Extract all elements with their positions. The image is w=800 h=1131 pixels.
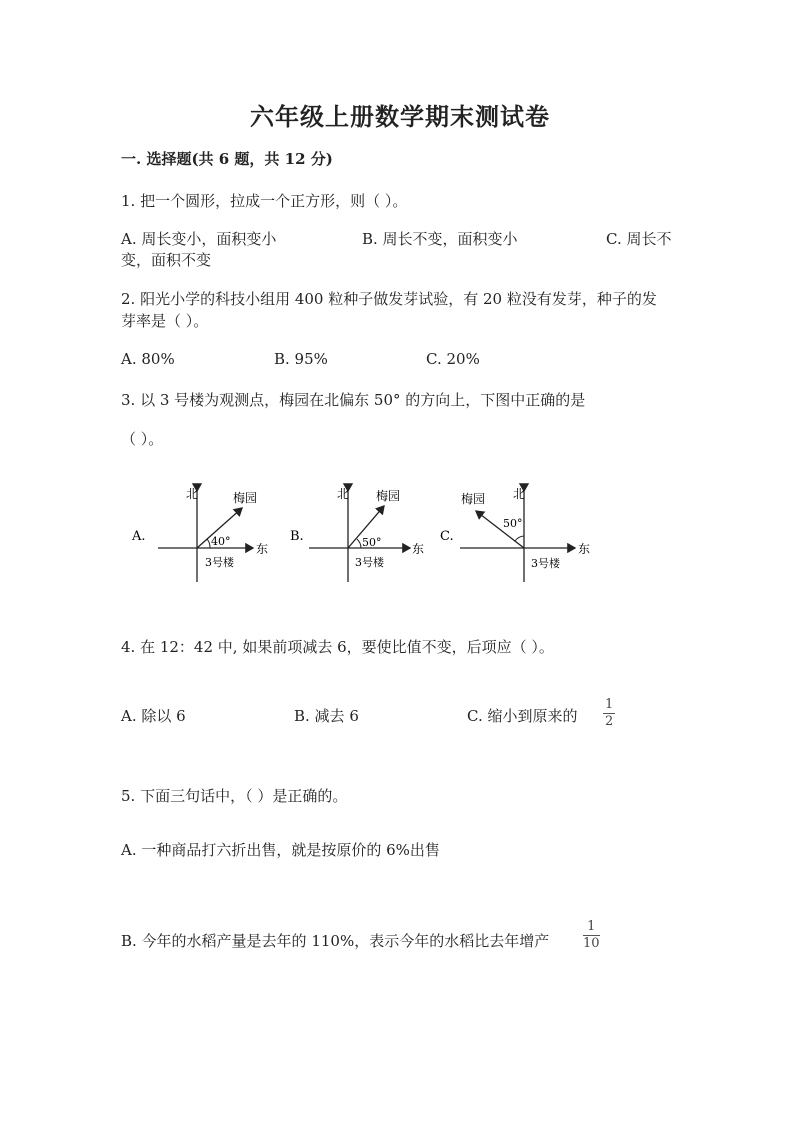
- diagram-a-angle-label: 40°: [211, 535, 231, 548]
- fraction-denominator: 2: [605, 713, 614, 729]
- diagram-b-angle-label: 50°: [362, 536, 382, 549]
- question-1-option-c: C. 周长不: [606, 230, 672, 248]
- direction-diagrams: [120, 478, 600, 593]
- question-1-option-b: B. 周长不变，面积变小: [362, 230, 518, 248]
- question-2-stem: 2. 阳光小学的科技小组用 400 粒种子做发芽试验，有 20 粒没有发芽，种子的发: [121, 290, 657, 308]
- diagram-c: [440, 487, 590, 582]
- fraction-numerator: 1: [583, 920, 600, 936]
- diagram-b-east-label: 东: [412, 542, 425, 556]
- question-2-option-b: B. 95%: [274, 350, 328, 368]
- question-5-option-b: B. 今年的水稻产量是去年的 110%，表示今年的水稻比去年增产: [121, 932, 550, 950]
- question-1-option-c-continued: 变，面积不变: [121, 251, 212, 269]
- diagram-b-north-label: 北: [337, 487, 350, 501]
- diagram-a-option-label: A.: [132, 529, 146, 544]
- section-heading: 一. 选择题(共 6 题，共 12 分): [121, 150, 333, 168]
- diagram-b-target-label: 梅园: [376, 489, 401, 503]
- question-3-stem-continued: （ ）。: [121, 430, 164, 448]
- diagram-a: [131, 487, 268, 582]
- question-5-option-a: A. 一种商品打六折出售，就是按原价的 6%出售: [121, 841, 440, 859]
- diagram-c-north-label: 北: [513, 487, 526, 501]
- diagram-c-target-label: 梅园: [461, 492, 486, 506]
- diagram-b: [290, 487, 424, 582]
- diagram-a-angle-arc: [207, 539, 210, 548]
- question-2-option-a: A. 80%: [121, 350, 175, 368]
- question-2-stem-continued: 芽率是（ ）。: [121, 312, 209, 330]
- question-1-stem: 1. 把一个圆形，拉成一个正方形，则（ ）。: [121, 192, 408, 210]
- diagram-c-east-label: 东: [578, 542, 591, 556]
- diagram-a-north-label: 北: [186, 487, 199, 501]
- diagram-c-origin-label: 3号楼: [531, 557, 560, 570]
- diagram-b-option-label: B.: [290, 529, 304, 544]
- question-4-option-c: C. 缩小到原来的: [467, 707, 578, 725]
- diagram-a-east-label: 东: [256, 542, 269, 556]
- diagram-c-angle-label: 50°: [503, 517, 523, 530]
- fraction-denominator: 10: [583, 935, 600, 951]
- diagram-b-origin-label: 3号楼: [355, 556, 384, 569]
- question-5-option-b-fraction: [583, 920, 600, 950]
- question-2-option-c: C. 20%: [426, 350, 480, 368]
- page-title: 六年级上册数学期末测试卷: [250, 102, 550, 131]
- diagram-c-angle-arc: [515, 536, 524, 541]
- diagram-a-target-label: 梅园: [233, 491, 258, 505]
- diagram-c-option-label: C.: [440, 529, 454, 544]
- question-5-stem: 5. 下面三句话中，（ ）是正确的。: [121, 787, 348, 805]
- question-4-option-a: A. 除以 6: [121, 707, 186, 725]
- question-1-option-a: A. 周长变小，面积变小: [121, 230, 277, 248]
- question-4-stem: 4. 在 12：42 中, 如果前项减去 6，要使比值不变，后项应（ ）。: [121, 638, 554, 656]
- diagram-a-origin-label: 3号楼: [205, 556, 234, 569]
- question-4-option-c-fraction: [603, 698, 615, 728]
- question-4-option-b: B. 减去 6: [294, 707, 359, 725]
- question-3-stem: 3. 以 3 号楼为观测点，梅园在北偏东 50° 的方向上，下图中正确的是: [121, 391, 586, 409]
- diagram-b-angle-arc: [357, 539, 361, 548]
- fraction-numerator: 1: [605, 697, 614, 712]
